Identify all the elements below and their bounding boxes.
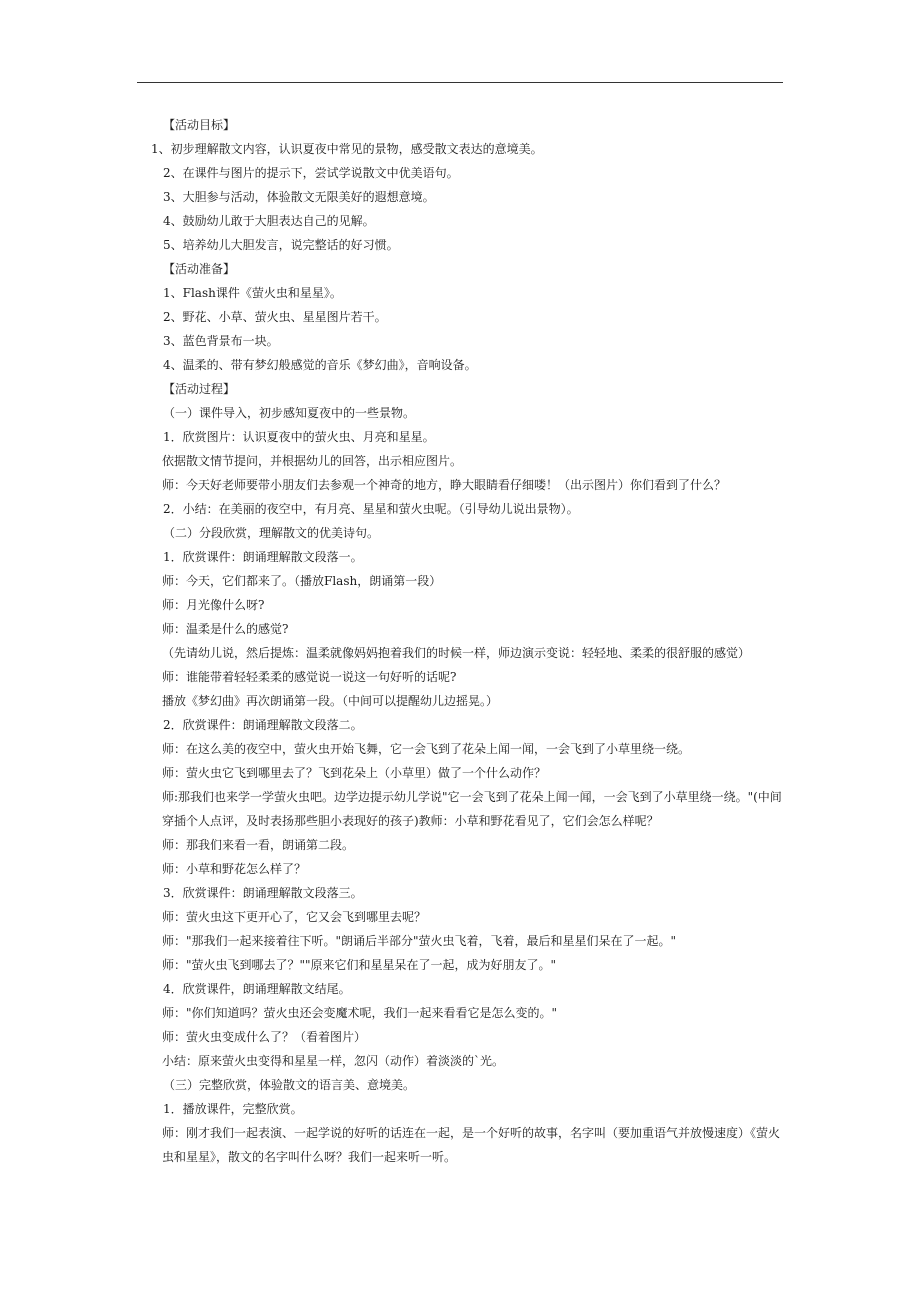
teacher-line: 师："你们知道吗？萤火虫还会变魔术呢，我们一起来看看它是怎么变的。"	[162, 1006, 558, 1020]
teacher-line: 师：谁能带着轻轻柔柔的感觉说一说这一句好听的话呢?	[162, 670, 457, 684]
process-step: 2．欣赏课件：朗诵理解散文段落二。	[163, 718, 363, 732]
process-step: 1．播放课件，完整欣赏。	[163, 1102, 303, 1116]
teacher-line-wrapped: 师:那我们也来学一学萤火虫吧。边学边提示幼儿学说"它一会飞到了花朵上闻一闻，一会飞到了小草里绕一绕。"(中间穿插个人点评，及时表扬那些胆小表现好的孩子)教师：小草和野花看见了，它们会怎么样呢？	[162, 790, 782, 828]
header-rule	[137, 82, 783, 83]
process-note: （先请幼儿说，然后提炼：温柔就像妈妈抱着我们的时候一样，师边演示变说：轻轻地、柔柔的很舒服的感觉）	[162, 646, 751, 660]
teacher-line: 师：萤火虫变成什么了？（看着图片）	[162, 1030, 367, 1044]
teacher-line: 师：在这么美的夜空中，萤火虫开始飞舞，它一会飞到了花朵上闻一闻，一会飞到了小草里绕一绕。	[162, 742, 691, 756]
goal-item: 2、在课件与图片的提示下，尝试学说散文中优美语句。	[163, 166, 459, 180]
document-body	[137, 113, 785, 1169]
process-step: 4．欣赏课件，朗诵理解散文结尾。	[163, 982, 351, 996]
goal-item: 4、鼓励幼儿敢于大胆表达自己的见解。	[163, 214, 375, 228]
goal-item: 1、初步理解散文内容，认识夏夜中常见的景物，感受散文表达的意境美。	[151, 142, 543, 156]
teacher-line: 师：萤火虫它飞到哪里去了？飞到花朵上（小草里）做了一个什么动作？	[162, 766, 547, 780]
section-heading-process: 【活动过程】	[163, 382, 236, 396]
process-step: 1．欣赏课件：朗诵理解散文段落一。	[163, 550, 363, 564]
teacher-line: 师：小草和野花怎么样了？	[162, 862, 307, 876]
section-heading-preparation: 【活动准备】	[163, 262, 236, 276]
preparation-item: 4、温柔的、带有梦幻般感觉的音乐《梦幻曲》，音响设备。	[163, 358, 477, 372]
teacher-line: 师：今天好老师要带小朋友们去参观一个神奇的地方，睁大眼睛看仔细喽！（出示图片）你们看到了什么？	[162, 478, 727, 492]
teacher-line: 师：那我们来看一看，朗诵第二段。	[162, 838, 355, 852]
process-part-heading: （三）完整欣赏，体验散文的语言美、意境美。	[163, 1078, 416, 1092]
process-text: 依据散文情节提问，并根据幼儿的回答，出示相应图片。	[162, 454, 463, 468]
process-summary: 小结：原来萤火虫变得和星星一样，忽闪（动作）着淡淡的`光。	[162, 1054, 505, 1068]
preparation-item: 2、野花、小草、萤火虫、星星图片若干。	[163, 310, 387, 324]
process-text: 播放《梦幻曲》再次朗诵第一段。（中间可以提醒幼儿边摇晃。）	[162, 694, 499, 708]
preparation-item: 3、蓝色背景布一块。	[163, 334, 279, 348]
teacher-line: 师："萤火虫飞到哪去了？""原来它们和星星呆在了一起，成为好朋友了。"	[162, 958, 557, 972]
goal-item: 5、培养幼儿大胆发言，说完整话的好习惯。	[163, 238, 399, 252]
teacher-line: 师：月光像什么呀?	[162, 598, 265, 612]
process-step: 1．欣赏图片：认识夏夜中的萤火虫、月亮和星星。	[163, 430, 435, 444]
teacher-line: 师：温柔是什么的感觉?	[162, 622, 289, 636]
teacher-line-wrapped: 师：刚才我们一起表演、一起学说的好听的话连在一起，是一个好听的故事，名字叫（要加重语气并放慢速度）《萤火虫和星星》，散文的名字叫什么呀？我们一起来听一听。	[162, 1126, 781, 1164]
preparation-item: 1、Flash课件《萤火虫和星星》。	[163, 286, 342, 300]
process-step: 3．欣赏课件：朗诵理解散文段落三。	[163, 886, 363, 900]
process-step: 2．小结：在美丽的夜空中，有月亮、星星和萤火虫呢。（引导幼儿说出景物）。	[163, 502, 579, 516]
teacher-line: 师：今天，它们都来了。（播放Flash，朗诵第一段）	[162, 574, 442, 588]
teacher-line: 师："那我们一起来接着往下听。"朗诵后半部分"萤火虫飞着，飞着，最后和星星们呆在了一起。"	[162, 934, 677, 948]
teacher-line: 师：萤火虫这下更开心了，它又会飞到哪里去呢？	[162, 910, 427, 924]
goal-item: 3、大胆参与活动，体验散文无限美好的遐想意境。	[163, 190, 435, 204]
section-heading-goals: 【活动目标】	[163, 118, 236, 132]
process-part-heading: （二）分段欣赏，理解散文的优美诗句。	[163, 526, 380, 540]
process-part-heading: （一）课件导入，初步感知夏夜中的一些景物。	[163, 406, 416, 420]
